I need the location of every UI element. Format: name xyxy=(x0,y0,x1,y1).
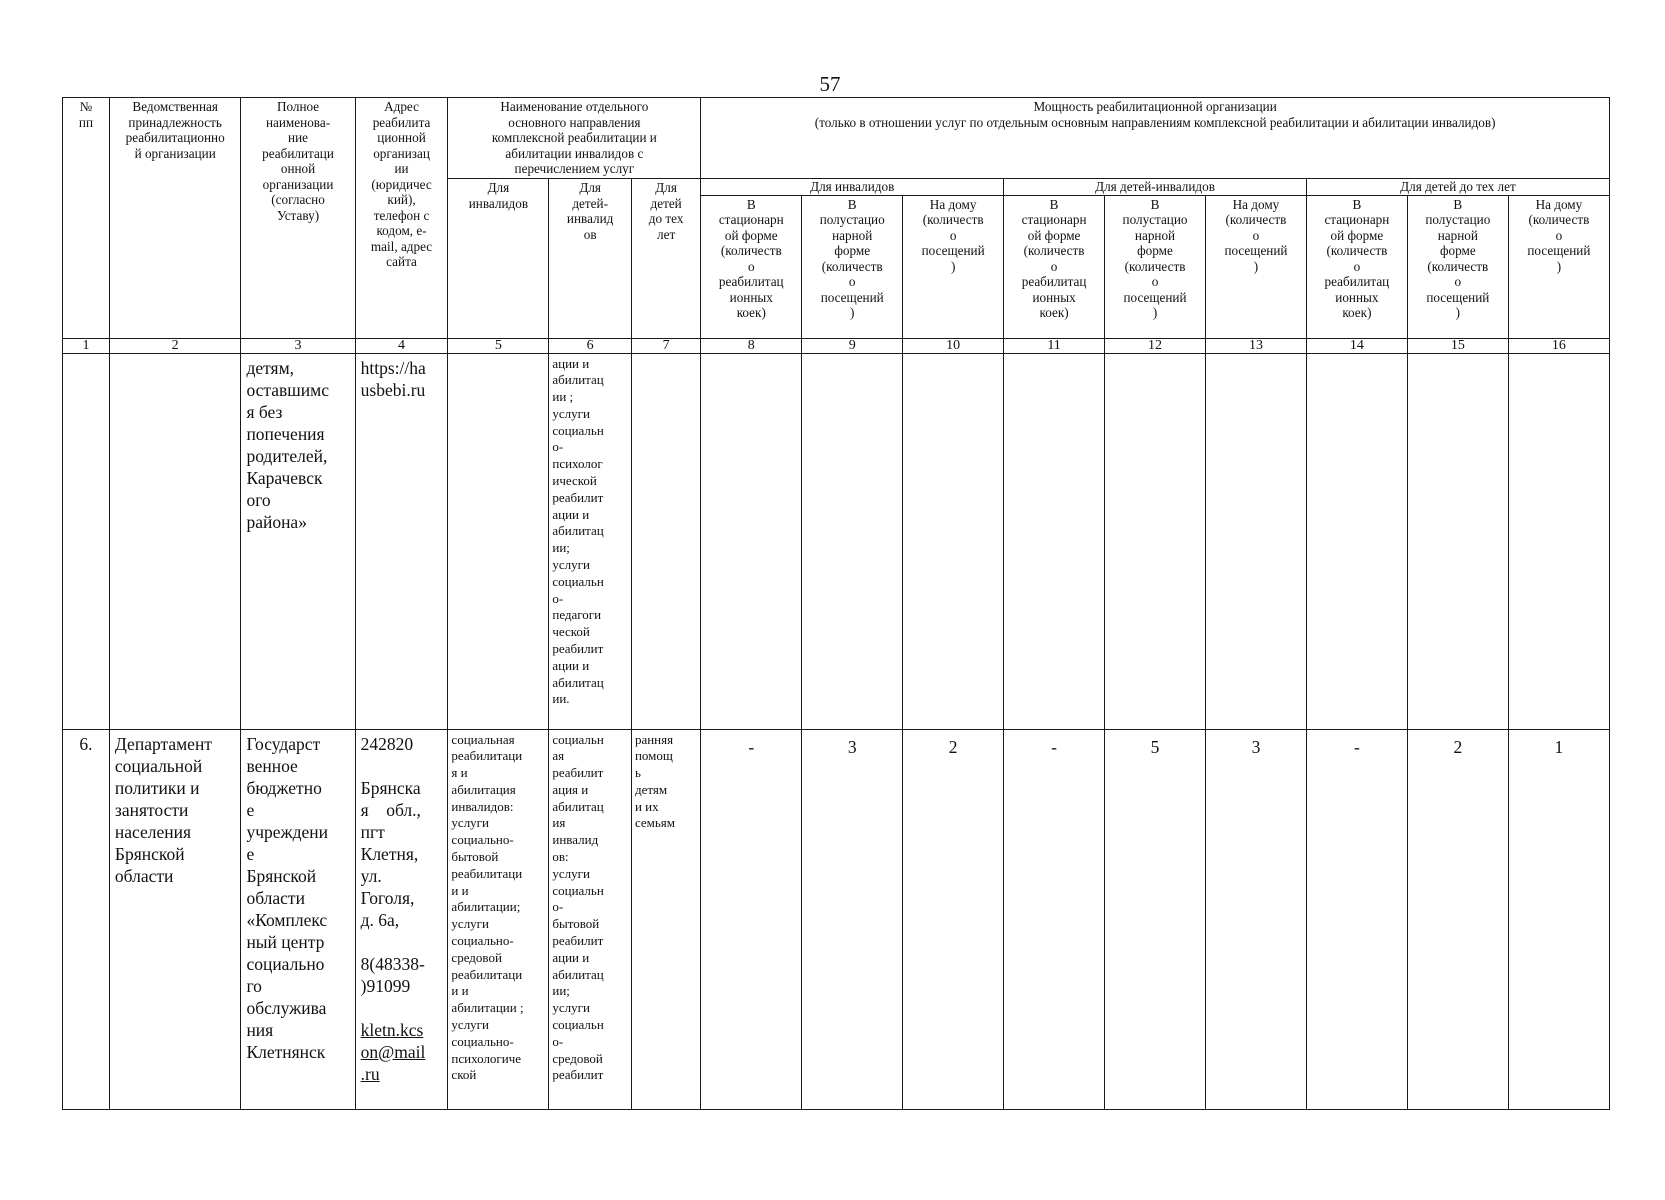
column-number: 1 xyxy=(63,338,110,353)
address-line: ул. xyxy=(360,865,382,886)
row-full-name: детям, оставшимс я без попечения родителей, Карачевск ого района» xyxy=(241,353,355,729)
row-capacity: 1 xyxy=(1508,729,1609,1109)
address-line: я обл., xyxy=(360,799,421,820)
row-capacity xyxy=(1407,353,1508,729)
header-col-address: Адрес реабилита ционной организац ии (юридичес кий), телефон с кодом, е- mail, адрес сайта xyxy=(355,98,448,339)
header-direction-adults: Для инвалидов xyxy=(448,179,549,339)
column-number: 5 xyxy=(448,338,549,353)
column-number-row xyxy=(63,338,1610,353)
row-services-adults: социальная реабилитаци я и абилитация инвалидов: услуги социально- бытовой реабилитаци и и абилитации; услуги социально- средовой реабилитаци и и абилитации ; услуги социально- психологиче ской xyxy=(448,729,549,1109)
header-col-no: № пп xyxy=(63,98,110,339)
column-number: 3 xyxy=(241,338,355,353)
rehab-organizations-table xyxy=(62,97,1610,1110)
address-line xyxy=(361,931,443,953)
header-capacity-sub: В полустацио нарной форме (количеств о посещений ) xyxy=(802,195,903,338)
row-address: https://ha usbebi.ru xyxy=(355,353,448,729)
row-full-name: Государст венное бюджетно е учреждени е Брянской области «Комплекс ный центр социально го обслужива ния Клетнянск xyxy=(241,729,355,1109)
header-capacity-sub: В полустацио нарной форме (количеств о посещений ) xyxy=(1105,195,1206,338)
row-capacity: 3 xyxy=(802,729,903,1109)
address-line: д. 6а, xyxy=(360,909,400,930)
header-capacity-sub: На дому (количеств о посещений ) xyxy=(1205,195,1306,338)
row-number xyxy=(63,353,110,729)
address-line: 8(48338- xyxy=(360,953,425,974)
row-number: 6. xyxy=(63,729,110,1109)
row-capacity: 5 xyxy=(1105,729,1206,1109)
row-capacity: - xyxy=(1004,729,1105,1109)
row-capacity xyxy=(1306,353,1407,729)
header-capacity-sub: В полустацио нарной форме (количеств о посещений ) xyxy=(1407,195,1508,338)
address-line xyxy=(361,755,443,777)
row-capacity: - xyxy=(701,729,802,1109)
address-line: Клетня, xyxy=(360,843,419,864)
row-affiliation xyxy=(109,353,241,729)
column-number: 7 xyxy=(631,338,700,353)
column-number: 10 xyxy=(903,338,1004,353)
header-capacity-group-adults: Для инвалидов xyxy=(701,179,1004,196)
address-line: Брянска xyxy=(360,777,421,798)
row-capacity: 2 xyxy=(903,729,1004,1109)
header-row-1 xyxy=(63,98,1610,179)
header-direction-group: Наименование отдельного основного направления комплексной реабилитации и абилитации инвалидов с перечислением услуг xyxy=(448,98,701,179)
table-row xyxy=(63,729,1610,1109)
header-capacity-sub: В стационарн ой форме (количеств о реабилитац ионных коек) xyxy=(701,195,802,338)
address-line xyxy=(361,997,443,1019)
row-services-young-children: ранняя помощ ь детям и их семьям xyxy=(631,729,700,1109)
column-number: 15 xyxy=(1407,338,1508,353)
row-capacity: 3 xyxy=(1205,729,1306,1109)
address-line: 242820 xyxy=(360,733,414,754)
header-direction-young-children: Для детей до тех лет xyxy=(631,179,700,339)
row-services-disabled-children: социальн ая реабилит ация и абилитац ия инвалид ов: услуги социальн о- бытовой реабилит ации и абилитац ии; услуги социальн о- средовой реабилит xyxy=(549,729,632,1109)
header-capacity-group-young-children: Для детей до тех лет xyxy=(1306,179,1609,196)
column-number: 8 xyxy=(701,338,802,353)
row-capacity xyxy=(1105,353,1206,729)
header-direction-disabled-children: Для детей- инвалид ов xyxy=(549,179,632,339)
row-capacity xyxy=(1004,353,1105,729)
row-capacity xyxy=(802,353,903,729)
address-line: пгт xyxy=(360,821,385,842)
column-number: 6 xyxy=(549,338,632,353)
header-col-affiliation: Ведомственная принадлежность реабилитационно й организации xyxy=(109,98,241,339)
column-number: 2 xyxy=(109,338,241,353)
row-capacity xyxy=(903,353,1004,729)
header-capacity-title: Мощность реабилитационной организации (только в отношении услуг по отдельным основным направлениям комплексной реабилитации и абилитации инвалидов) xyxy=(701,98,1610,179)
row-capacity: 2 xyxy=(1407,729,1508,1109)
header-capacity-sub: На дому (количеств о посещений ) xyxy=(903,195,1004,338)
column-number: 4 xyxy=(355,338,448,353)
column-number: 11 xyxy=(1004,338,1105,353)
row-affiliation: Департамент социальной политики и занятости населения Брянской области xyxy=(109,729,241,1109)
column-number: 16 xyxy=(1508,338,1609,353)
row-capacity xyxy=(1205,353,1306,729)
column-number: 12 xyxy=(1105,338,1206,353)
header-capacity-sub: На дому (количеств о посещений ) xyxy=(1508,195,1609,338)
header-capacity-group-disabled-children: Для детей-инвалидов xyxy=(1004,179,1307,196)
row-address xyxy=(355,729,448,1109)
row-capacity: - xyxy=(1306,729,1407,1109)
header-capacity-sub: В стационарн ой форме (количеств о реабилитац ионных коек) xyxy=(1004,195,1105,338)
row-services-disabled-children: ации и абилитац ии ; услуги социальн о- психолог ической реабилит ации и абилитац ии; услуги социальн о- педагоги ческой реабилит ации и абилитац ии. xyxy=(549,353,632,729)
row-capacity xyxy=(1508,353,1609,729)
address-line: Гоголя, xyxy=(360,887,415,908)
page-number: 57 xyxy=(819,72,841,96)
row-services-adults xyxy=(448,353,549,729)
row-services-young-children xyxy=(631,353,700,729)
column-number: 13 xyxy=(1205,338,1306,353)
address-line: )91099 xyxy=(360,975,411,996)
header-capacity-sub: В стационарн ой форме (количеств о реабилитац ионных коек) xyxy=(1306,195,1407,338)
email-link[interactable]: kletn.kcs on@mail .ru xyxy=(360,1019,426,1084)
header-col-full-name: Полное наименова- ние реабилитаци онной организации (согласно Уставу) xyxy=(241,98,355,339)
column-number: 14 xyxy=(1306,338,1407,353)
row-capacity xyxy=(701,353,802,729)
table-row xyxy=(63,353,1610,729)
column-number: 9 xyxy=(802,338,903,353)
